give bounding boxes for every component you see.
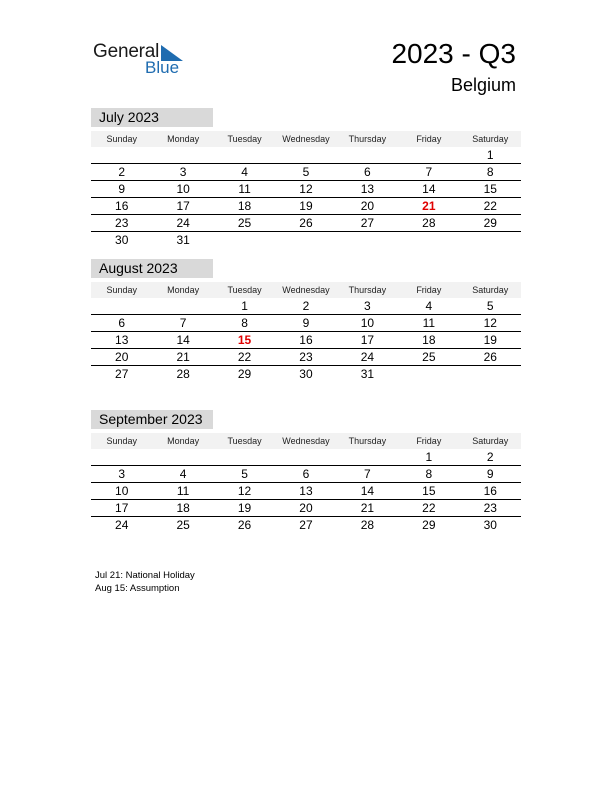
day-cell: 9 — [486, 467, 494, 481]
day-cell: 6 — [364, 165, 371, 179]
day-cell: 28 — [176, 367, 190, 381]
weekday-label: Friday — [416, 436, 442, 446]
day-cell: 19 — [299, 199, 313, 213]
day-cell: 7 — [364, 467, 371, 481]
day-cell — [337, 449, 398, 465]
day-cell: 29 — [483, 216, 497, 230]
holiday-notes — [95, 569, 195, 595]
page-title: 2023 - Q3 — [391, 38, 516, 69]
week-row — [91, 232, 521, 248]
day-cell — [91, 298, 152, 314]
day-cell: 23 — [115, 216, 129, 230]
weekday-label: Friday — [416, 285, 442, 295]
day-cell: 26 — [483, 350, 497, 364]
day-cell: 29 — [422, 518, 436, 532]
day-cell — [460, 366, 521, 382]
day-cell: 27 — [299, 518, 313, 532]
day-cell — [398, 147, 459, 163]
holiday-day-cell: 21 — [422, 199, 436, 213]
day-cell: 14 — [360, 484, 375, 498]
week-grid — [91, 147, 521, 248]
weekday-label: Tuesday — [227, 285, 262, 295]
logo — [93, 38, 193, 80]
week-row — [91, 164, 521, 181]
day-cell: 30 — [299, 367, 313, 381]
day-cell: 13 — [115, 333, 129, 347]
day-cell: 27 — [360, 216, 375, 230]
day-cell: 22 — [422, 501, 436, 515]
day-cell: 13 — [299, 484, 313, 498]
month-august — [91, 259, 521, 382]
day-cell — [275, 232, 336, 248]
day-cell: 17 — [176, 199, 190, 213]
weekday-label: Thursday — [348, 436, 387, 446]
day-cell: 28 — [360, 518, 375, 532]
day-cell: 21 — [360, 501, 375, 515]
day-cell: 15 — [483, 182, 497, 196]
day-cell: 1 — [486, 148, 494, 162]
day-cell: 18 — [422, 333, 436, 347]
day-cell: 30 — [115, 233, 129, 247]
day-cell: 7 — [425, 165, 433, 179]
day-cell: 17 — [360, 333, 375, 347]
day-cell — [398, 232, 459, 248]
day-cell: 23 — [483, 501, 497, 515]
day-cell: 3 — [364, 299, 371, 313]
day-cell: 16 — [483, 484, 497, 498]
day-cell — [460, 232, 521, 248]
day-cell — [214, 449, 275, 465]
day-cell: 22 — [237, 350, 252, 364]
day-cell — [275, 147, 336, 163]
day-cell — [91, 449, 152, 465]
day-cell: 24 — [360, 350, 375, 364]
day-cell: 4 — [425, 299, 433, 313]
month-label: August 2023 — [91, 259, 213, 278]
day-cell: 6 — [302, 467, 310, 481]
weekday-label: Wednesday — [282, 285, 330, 295]
day-cell: 4 — [179, 467, 187, 481]
day-cell: 24 — [176, 216, 190, 230]
day-cell: 4 — [241, 165, 248, 179]
week-row — [91, 198, 521, 215]
month-label: July 2023 — [91, 108, 213, 127]
day-cell: 25 — [422, 350, 436, 364]
country-name: Belgium — [450, 75, 516, 95]
day-cell: 26 — [299, 216, 313, 230]
week-row — [91, 332, 521, 349]
weekday-header — [91, 433, 521, 449]
day-cell: 20 — [299, 501, 313, 515]
day-cell: 26 — [237, 518, 252, 532]
week-row — [91, 483, 521, 500]
day-cell: 11 — [422, 316, 436, 330]
weekday-label: Monday — [167, 436, 200, 446]
day-cell: 28 — [422, 216, 436, 230]
day-cell: 5 — [241, 467, 248, 481]
day-cell: 8 — [241, 316, 248, 330]
week-row — [91, 517, 521, 533]
week-row — [91, 298, 521, 315]
month-july — [91, 108, 521, 248]
week-row — [91, 466, 521, 483]
week-row — [91, 500, 521, 517]
day-cell: 2 — [118, 165, 126, 179]
day-cell: 16 — [115, 199, 129, 213]
day-cell: 20 — [360, 199, 375, 213]
day-cell: 5 — [486, 299, 494, 313]
day-cell: 15 — [422, 484, 436, 498]
weekday-label: Monday — [167, 285, 200, 295]
day-cell: 19 — [237, 501, 252, 515]
day-cell: 18 — [176, 501, 190, 515]
day-cell: 31 — [360, 367, 375, 381]
weekday-label: Sunday — [106, 436, 137, 446]
day-cell — [337, 147, 398, 163]
day-cell: 2 — [302, 299, 310, 313]
holiday-note: Aug 15: Assumption — [95, 583, 180, 594]
day-cell — [214, 147, 275, 163]
day-cell: 21 — [176, 350, 190, 364]
day-cell: 22 — [483, 199, 497, 213]
day-cell: 11 — [238, 182, 251, 196]
week-row — [91, 349, 521, 366]
day-cell: 14 — [422, 182, 436, 196]
weekday-label: Thursday — [348, 134, 387, 144]
weekday-label: Thursday — [348, 285, 387, 295]
day-cell: 8 — [425, 467, 433, 481]
logo-blue-text: Blue — [145, 58, 180, 77]
day-cell: 24 — [115, 518, 129, 532]
day-cell: 12 — [237, 484, 252, 498]
day-cell: 25 — [176, 518, 190, 532]
weekday-label: Monday — [167, 134, 200, 144]
weekday-label: Sunday — [106, 285, 137, 295]
week-grid — [91, 298, 521, 382]
week-row — [91, 215, 521, 232]
day-cell: 16 — [299, 333, 313, 347]
day-cell: 30 — [483, 518, 497, 532]
day-cell: 10 — [176, 182, 190, 196]
day-cell: 23 — [299, 350, 313, 364]
weekday-label: Sunday — [106, 134, 137, 144]
day-cell: 5 — [302, 165, 310, 179]
day-cell: 14 — [176, 333, 190, 347]
week-row — [91, 315, 521, 332]
day-cell: 3 — [118, 467, 126, 481]
day-cell — [152, 298, 213, 314]
day-cell: 7 — [179, 316, 187, 330]
day-cell: 10 — [360, 316, 375, 330]
day-cell: 31 — [176, 233, 190, 247]
day-cell — [337, 232, 398, 248]
day-cell: 3 — [179, 165, 187, 179]
day-cell: 12 — [299, 182, 313, 196]
day-cell: 18 — [237, 199, 252, 213]
day-cell — [398, 366, 459, 382]
day-cell — [214, 232, 275, 248]
day-cell: 13 — [360, 182, 375, 196]
weekday-label: Tuesday — [227, 436, 262, 446]
logo-general-text: General — [93, 41, 160, 62]
holiday-day-cell: 15 — [237, 333, 252, 347]
weekday-label: Saturday — [472, 285, 509, 295]
day-cell: 6 — [118, 316, 126, 330]
day-cell: 12 — [483, 316, 497, 330]
week-row — [91, 366, 521, 382]
day-cell: 10 — [115, 484, 129, 498]
month-september — [91, 410, 521, 533]
day-cell: 25 — [237, 216, 252, 230]
day-cell: 9 — [118, 182, 126, 196]
weekday-header — [91, 131, 521, 147]
day-cell: 19 — [483, 333, 497, 347]
day-cell — [152, 147, 213, 163]
day-cell: 2 — [486, 450, 494, 464]
weekday-label: Wednesday — [282, 436, 330, 446]
day-cell: 1 — [425, 450, 433, 464]
day-cell — [91, 147, 152, 163]
week-row — [91, 181, 521, 198]
weekday-label: Saturday — [472, 436, 509, 446]
weekday-label: Friday — [416, 134, 442, 144]
weekday-label: Wednesday — [282, 134, 330, 144]
day-cell: 1 — [241, 299, 248, 313]
month-label: September 2023 — [91, 410, 213, 429]
weekday-label: Saturday — [472, 134, 509, 144]
day-cell: 11 — [176, 484, 190, 498]
day-cell: 8 — [486, 165, 494, 179]
day-cell: 29 — [237, 367, 252, 381]
week-row — [91, 449, 521, 466]
day-cell: 20 — [115, 350, 129, 364]
week-grid — [91, 449, 521, 533]
week-row — [91, 147, 521, 164]
day-cell: 17 — [115, 501, 129, 515]
holiday-note: Jul 21: National Holiday — [95, 570, 195, 581]
day-cell: 27 — [115, 367, 129, 381]
weekday-header — [91, 282, 521, 298]
day-cell — [275, 449, 336, 465]
day-cell — [152, 449, 213, 465]
weekday-label: Tuesday — [227, 134, 262, 144]
day-cell: 9 — [302, 316, 310, 330]
